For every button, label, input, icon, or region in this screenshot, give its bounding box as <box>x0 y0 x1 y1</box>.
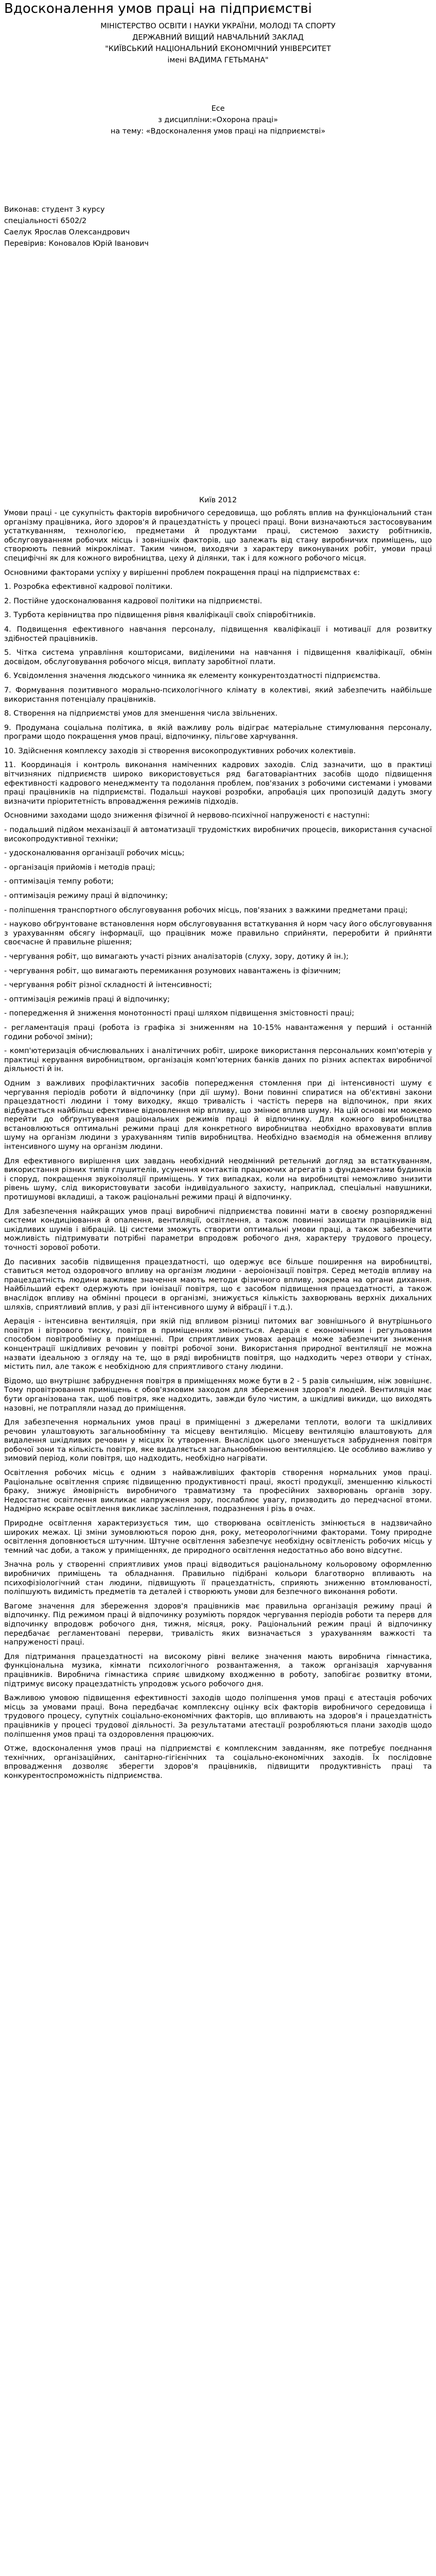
paragraph: Отже, вдосконалення умов праці на підприємстві є комплексним завданням, яке потребує поєднання технічних, організаційних, санітарно-гігієнічних та соціально-економічних заходів. Їх послідовне впровадження дозволяє зберегти здоров'я працівників, підвищити продуктивність праці та конкурентоспроможність підприємства. <box>4 1744 432 1780</box>
paragraph: - науково обґрунтоване встановлення норм обслуговування встаткування й норм часу його обслуговування з урахуванням обсягу інформації, що працівник може правильно сприйняти, переробити й прийняти своєчасне й правильне рішення; <box>4 920 432 947</box>
header-line-university: "КИЇВСЬКИЙ НАЦІОНАЛЬНИЙ ЕКОНОМІЧНИЙ УНІВЕРСИТЕТ <box>105 45 331 53</box>
paragraph: Для забезпечення найкращих умов праці виробничі підприємства повинні мати в своєму розпорядженні системи кондиціювання й опалення, вентиляції, освітлення, а також повинні захищати працівників від шкідливих шумів і вібрацій. Ці системи зможуть створити оптимальні умови праці, а також забезпечити можливість підтримувати потрібні параметри впродовж робочого дня, характеру трудового процесу, точності зорової роботи. <box>4 1207 432 1252</box>
essay-body <box>4 509 432 1786</box>
paragraph: - удосконалювання організації робочих місць; <box>4 849 185 858</box>
paragraph: - регламентація праці (робота із графіка зі зниженням на 10-15% навантаження у перший і останній години робочої зміни); <box>4 1023 432 1041</box>
essay-discipline: з дисципліни:«Охорона праці» <box>158 116 278 124</box>
paragraph: 2. Постійне удосконалювання кадрової політики на підприємстві. <box>4 597 263 605</box>
paragraph: Основними заходами щодо зниження фізичної й нервово-психічної напруженості є наступні: <box>4 811 370 820</box>
paragraph: - чергування робіт різної складності й інтенсивності; <box>4 981 212 990</box>
paragraph: 1. Розробка ефективної кадрової політики. <box>4 583 173 591</box>
paragraph: Основними факторами успіху у вирішенні проблем покращення праці на підприємствах є: <box>4 568 360 577</box>
header-line-ministry: МІНІСТЕРСТВО ОСВІТИ І НАУКИ УКРАЇНИ, МОЛОДІ ТА СПОРТУ <box>100 22 336 30</box>
paragraph: - оптимізація темпу роботи; <box>4 877 114 886</box>
paragraph: Освітлення робочих місць є одним з найважливіших факторів створення нормальних умов праці. Раціональне освітлення сприяє підвищенню продуктивності праці, якості продукції, зменшенню кількості браку, знижує ймовірність виробничого травматизму та професійних захворювань органів зору. Недостатнє освітлення викликає напруження зору, послаблює увагу, призводить до передчасної втоми. Надмірно яскраве освітлення викликає засліплення, подразнення і різь в очах. <box>4 1469 432 1514</box>
author-line-specialty: спеціальності 6502/2 <box>4 217 87 225</box>
paragraph: - поліпшення транспортного обслуговування робочих місць, пов'язаних з важкими предметами праці; <box>4 906 408 914</box>
essay-topic: на тему: «Вдосконалення умов праці на підприємстві» <box>110 127 326 135</box>
paragraph: - організація прийомів і методів праці; <box>4 863 155 872</box>
paragraph: - оптимізація режимів праці й відпочинку; <box>4 995 170 1004</box>
paragraph: 8. Створення на підприємстві умов для зменшення числа звільнених. <box>4 709 277 718</box>
paragraph: Значна роль у створенні сприятливих умов праці відводиться раціональному кольоровому оформленню виробничих приміщень та обладнання. Правильно підібрані кольори благотворно впливають на психофізіологічний стан людини, підвищують її працездатність, сприяють зниженню втомлюваності, поліпшують видимість предметів та деталей і створюють умови для безпечного виконання роботи. <box>4 1561 432 1597</box>
paragraph: Одним з важливих профілактичних засобів попередження стомлення при ді інтенсивності шуму є чергування періодів роботи й відпочинку (при дії шуму). Вони повинні спиратися на об'єктивні закони працездатності людини і тому виходку, якщо тривалість і частість перерв на відпочинок, при яких відбувається найбільш ефективне відновлення мір впливу, що змінює вплив шуму. На цій основі ми можемо перейти до обґрунтування раціональних режимів праці й відпочинку. Для кожного виробництва встановлюються оптимальні режими праці для конкретного виробництва необхідно враховувати вплив шуму на організм людини з урахуванням типів виробництва. Необхідно взаємодія на обмеження впливу інтенсивного шуму на організм людини. <box>4 1079 432 1151</box>
paragraph: 3. Турбота керівництва про підвищення рівня кваліфікації своїх співробітників. <box>4 611 316 620</box>
author-line-student: Виконав: студент 3 курсу <box>4 206 105 214</box>
paragraph: - попередження й зниження монотонності праці шляхом підвищення змістовності праці; <box>4 1009 355 1018</box>
header-line-institution-type: ДЕРЖАВНИЙ ВИЩИЙ НАВЧАЛЬНИЙ ЗАКЛАД <box>132 33 304 42</box>
paragraph: 7. Формування позитивного морально-психологічного клімату в колективі, який забезпечить найбільше використання потенціалу працівників. <box>4 686 432 704</box>
paragraph: 10. Здійснення комплексу заходів зі створення високопродуктивних робочих колективів. <box>4 747 356 755</box>
paragraph: Природне освітлення характеризується тим, що створювана освітленість змінюється в надзвичайно широких межах. Ці зміни зумовлюються порою дня, року, метеорологічними факторами. Тому природне освітлення доповнюється штучним. Штучне освітлення забезпечує необхідну освітленість робочих місць у темний час доби, а також у приміщеннях, де природного освітлення недостатньо або воно відсутнє. <box>4 1519 432 1555</box>
paragraph: Для забезпечення нормальних умов праці в приміщенні з джерелами теплоти, вологи та шкідливих речовин улаштовують загальнообмінну та місцеву вентиляцію. Місцеву вентиляцію влаштовують для видалення шкідливих речовин у місцях їх утворення. Внаслідок цього зменшується забруднення повітря робочої зони та кількість повітря, яке видаляється загальнообмінною вентиляцією. Це особливо важливо у зимовий період, коли повітря, що надходить, необхідно нагрівати. <box>4 1418 432 1463</box>
paragraph: 6. Усвідомлення значення людського чинника як елементу конкурентоздатності підприємства. <box>4 672 380 681</box>
paragraph: 9. Продумана соціальна політика, в якій важливу роль відіграє матеріальне стимулювання персоналу, програми щодо покращення умов праці, відпочинку, пільгове харчування. <box>4 723 432 741</box>
essay-label: Есе <box>211 105 225 113</box>
paragraph: Умови праці - це сукупність факторів виробничого середовища, що роблять вплив на функціональний стан організму працівника, його здоров'я й працездатність у процесі праці. Вони визначаються застосовуваним устаткуванням, технологією, предметами й продуктами праці, системою захисту робітників, обслуговуванням робочих місць і зовнішніх факторів, що залежать від стану виробничих приміщень, що створюють певний мікроклімат. Таким чином, виходячи з характеру виконуваних робіт, умови праці специфічні як для кожного виробництва, цеху й ділянки, так і для кожного робочого місця. <box>4 509 432 563</box>
city-year: Київ 2012 <box>199 496 237 504</box>
paragraph: - подальший підйом механізації й автоматизації трудомістких виробничих процесів, використання сучасної високопродуктивної техніки; <box>4 826 432 843</box>
paragraph: Вагоме значення для збереження здоров'я працівників має правильна організація режиму праці й відпочинку. Під режимом праці й відпочинку розуміють порядок чергування періодів роботи та перерв для відпочинку впродовж робочого дня, тижня, місяця, року. Раціональний режим праці й відпочинку передбачає регламентовані перерви, тривалість яких визначається з урахуванням важкості та напруженості праці. <box>4 1602 432 1647</box>
header-line-university-name: імені ВАДИМА ГЕТЬМАНА" <box>167 56 269 64</box>
paragraph: - чергування робіт, що вимагають участі різних аналізаторів (слуху, зору, дотику й ін.); <box>4 952 349 961</box>
paragraph: Відомо, що внутрішнє забруднення повітря в приміщеннях може бути в 2 - 5 разів сильнішим, ніж зовнішнє. Тому провітрювання приміщень є обов'язковим заходом для збереження здоров'я людей. Вентиляція має бути організована так, щоб повітря, яке надходить, завжди було чистим, а шкідливі викиди, що виходять назовні, не потрапляли назад до приміщення. <box>4 1377 432 1413</box>
paragraph: 5. Чітка система управління кошторисами, виділеними на навчання і підвищення кваліфікації, обмін досвідом, обслуговування робочого місця, виплату заробітної плати. <box>4 649 432 666</box>
paragraph: - чергування робіт, що вимагають перемикання розумових навантажень із фізичним; <box>4 967 341 975</box>
paragraph: Для ефективного вирішення цих завдань необхідний неодмінний ретельний догляд за встаткуванням, використання різних типів глушителів, усунення контактів працюючих агрегатів з фундаментами будинків і споруд, покращення звукоізоляції приміщень. У тих випадках, коли на виробництві неможливо знизити рівень шуму, слід використовувати засоби індивідуального захисту, наприклад, спеціальні навушники, протишумові вкладиші, а також раціональні режими праці й відпочинку. <box>4 1157 432 1202</box>
paragraph: - оптимізація режиму праці й відпочинку; <box>4 892 168 900</box>
paragraph: Аерація - інтенсивна вентиляція, при якій під впливом різниці питомих ваг зовнішнього й внутрішнього повітря і вітрового тиску, повітря в приміщеннях змінюється. Аерація є економічним і регульованим способом повітрообміну в приміщенні. При сприятливих умовах аерація може забезпечити зниження концентрації шкідливих речовин у повітрі робочої зони. Використання природної вентиляції не можна назвати ідеальною з огляду на те, що в ряді виробництв повітря, що надходить через отвори у стінах, містить пил, але також є необхідною для сприятливого стану людини. <box>4 1317 432 1371</box>
paragraph: До пасивних засобів підвищення працездатності, що одержує все більше поширення на виробництві, ставиться метод оздоровчого впливу на організм людини - аероіонізації повітря. Серед методів впливу на працездатність людини важливе значення мають методи фізичного впливу, зокрема на органи дихання. Найбільший ефект одержують при іонізації повітря, що є засобом підвищення працездатності, а також внаслідок впливу на обмінні процеси в організмі, знижується кількість захворювань верхніх дихальних шляхів, сприятливий вплив, у разі дії інтенсивного шуму й вібрації і т.д.). <box>4 1258 432 1312</box>
paragraph: Для підтримання працездатності на високому рівні велике значення мають виробнича гімнастика, функціональна музика, кімнати психологічного розвантаження, а також організація харчування працівників. Виробнича гімнастика сприяє швидкому входженню в роботу, запобігає розвитку втоми, підтримує високу працездатність упродовж усього робочого дня. <box>4 1652 432 1688</box>
paragraph: - комп'ютеризація обчислювальних і аналітичних робіт, широке використання персональних комп'ютерів у практиці керування виробництвом, організація комп'ютерних банків даних по різних аспектах виробничої діяльності й ін. <box>4 1047 432 1074</box>
author-line-reviewer: Перевірив: Коновалов Юрій Іванович <box>4 240 149 248</box>
document-title: Вдосконалення умов праці на підприємстві <box>4 1 312 16</box>
author-line-name: Саелук Ярослав Олександрович <box>4 228 130 236</box>
paragraph: 4. Подвищення ефективного навчання персоналу, підвищення кваліфікації і мотивації для розвитку здібностей працівників. <box>4 625 432 643</box>
paragraph: 11. Координація і контроль виконання наміченних кадрових заходів. Слід зазначити, що в практиці вітчизняних підприємств широко використовується ряд багатоваріантних засобів щодо підвищення ефективності кадрового менеджменту та подолання проблем, пов'язаних з робочими системами і умовами праці працівників на підприємстві. Подальші наукові розробки, апробація цих пропозицій дадуть змогу визначити пріоритетність впровадження режимів підходів. <box>4 761 432 806</box>
paragraph: Важливою умовою підвищення ефективності заходів щодо поліпшення умов праці є атестація робочих місць за умовами праці. Вона передбачає комплексну оцінку всіх факторів виробничого середовища і трудового процесу, супутніх соціально-економічних факторів, що впливають на здоров'я і працездатність працівників у процесі трудової діяльності. За результатами атестації розробляються плани заходів щодо поліпшення умов праці та оздоровлення працюючих. <box>4 1694 432 1739</box>
